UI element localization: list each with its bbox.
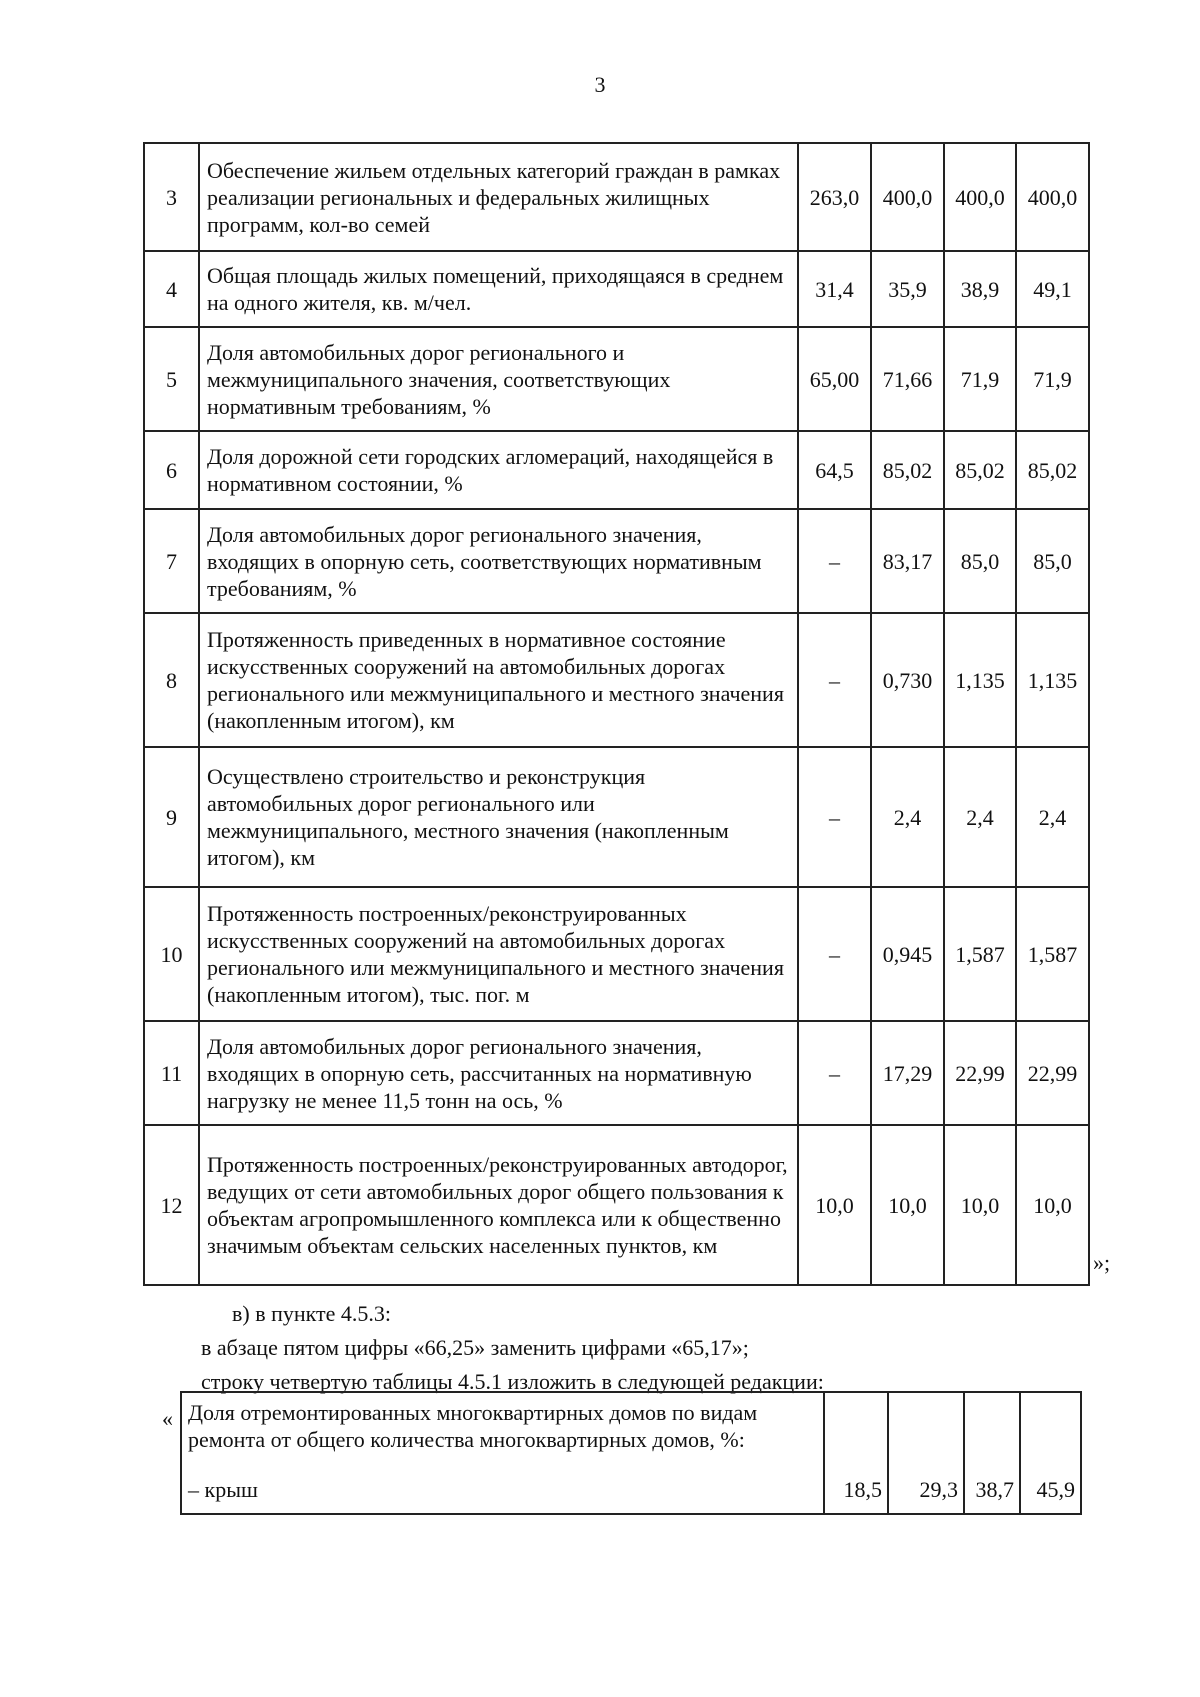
paragraph-item-v: в) в пункте 4.5.3: <box>232 1301 392 1326</box>
row-label: – крыш <box>181 1458 824 1514</box>
row-number: 10 <box>144 887 199 1021</box>
value-cell: 1,135 <box>1016 613 1089 747</box>
row-number: 4 <box>144 251 199 327</box>
value-cell: – <box>798 509 871 613</box>
row-number: 8 <box>144 613 199 747</box>
closing-quote-mark: »; <box>1093 1250 1111 1275</box>
indicators-table <box>143 142 1090 1286</box>
value-cell: 71,9 <box>1016 327 1089 431</box>
row-number: 9 <box>144 747 199 887</box>
value-cell: 17,29 <box>871 1021 944 1125</box>
table-row <box>181 1458 1081 1514</box>
indicator-description: Обеспечение жильем отдельных категорий граждан в рамках реализации региональных и федеральных жилищных программ, кол-во семей <box>199 143 798 251</box>
value-cell: 10,0 <box>798 1125 871 1285</box>
value-cell: 2,4 <box>944 747 1016 887</box>
value-cell: 29,3 <box>888 1458 964 1514</box>
value-cell: 1,135 <box>944 613 1016 747</box>
value-cell: 38,7 <box>964 1458 1020 1514</box>
row-number: 7 <box>144 509 199 613</box>
value-cell: – <box>798 887 871 1021</box>
value-cell: – <box>798 613 871 747</box>
table-row <box>144 747 1089 887</box>
value-cell: 10,0 <box>1016 1125 1089 1285</box>
value-cell: 71,66 <box>871 327 944 431</box>
value-cell: 85,02 <box>944 431 1016 509</box>
value-cell: 10,0 <box>871 1125 944 1285</box>
table-row <box>181 1392 1081 1458</box>
indicator-description: Протяженность построенных/реконструированных автодорог, ведущих от сети автомобильных дорог общего пользования к объектам агропромышленного комплекса или к общественно значимым объектам сельских населенных пунктов, км <box>199 1125 798 1285</box>
value-cell: 0,945 <box>871 887 944 1021</box>
value-cell: – <box>798 1021 871 1125</box>
indicator-description: Протяженность построенных/реконструированных искусственных сооружений на автомобильных дорогах регионального или межмуниципального и местного значения (накопленным итогом), тыс. пог. м <box>199 887 798 1021</box>
table-row <box>144 613 1089 747</box>
value-cell: 400,0 <box>1016 143 1089 251</box>
opening-quote-mark: « <box>162 1406 173 1431</box>
value-cell: 85,0 <box>1016 509 1089 613</box>
value-cell: 2,4 <box>871 747 944 887</box>
table-row <box>144 509 1089 613</box>
value-cell: 2,4 <box>1016 747 1089 887</box>
indicator-description: Доля дорожной сети городских агломераций, находящейся в нормативном состоянии, % <box>199 431 798 509</box>
value-cell: 18,5 <box>824 1458 888 1514</box>
value-cell: 400,0 <box>871 143 944 251</box>
table-row <box>144 327 1089 431</box>
row-number: 11 <box>144 1021 199 1125</box>
table-row <box>144 431 1089 509</box>
table-row <box>144 251 1089 327</box>
row-number: 3 <box>144 143 199 251</box>
indicator-description: Доля автомобильных дорог регионального значения, входящих в опорную сеть, соответствующих нормативным требованиям, % <box>199 509 798 613</box>
value-cell: 10,0 <box>944 1125 1016 1285</box>
table-row <box>144 887 1089 1021</box>
value-cell: 64,5 <box>798 431 871 509</box>
indicator-description: Доля отремонтированных многоквартирных домов по видам ремонта от общего количества многоквартирных домов, %: <box>181 1392 824 1458</box>
value-cell: 1,587 <box>1016 887 1089 1021</box>
value-cell: 263,0 <box>798 143 871 251</box>
value-cell: 71,9 <box>944 327 1016 431</box>
value-cell: 0,730 <box>871 613 944 747</box>
value-cell: 83,17 <box>871 509 944 613</box>
table-row <box>144 143 1089 251</box>
row-number: 12 <box>144 1125 199 1285</box>
indicator-description: Протяженность приведенных в нормативное состояние искусственных сооружений на автомобильных дорогах регионального или межмуниципального и местного значения (накопленным итогом), км <box>199 613 798 747</box>
value-cell: 65,00 <box>798 327 871 431</box>
indicator-description: Общая площадь жилых помещений, приходящаяся в среднем на одного жителя, кв. м/чел. <box>199 251 798 327</box>
value-cell: 1,587 <box>944 887 1016 1021</box>
page-number: 3 <box>594 72 606 97</box>
value-cell: 22,99 <box>1016 1021 1089 1125</box>
value-cell: 400,0 <box>944 143 1016 251</box>
indicator-description: Доля автомобильных дорог регионального и межмуниципального значения, соответствующих нормативным требованиям, % <box>199 327 798 431</box>
value-cell: 49,1 <box>1016 251 1089 327</box>
value-cell: 45,9 <box>1020 1458 1081 1514</box>
indicator-description: Осуществлено строительство и реконструкция автомобильных дорог регионального или межмуниципального, местного значения (накопленным итогом), км <box>199 747 798 887</box>
value-cell: 31,4 <box>798 251 871 327</box>
value-cell: 38,9 <box>944 251 1016 327</box>
paragraph-table-row: строку четвертую таблицы 4.5.1 изложить в следующей редакции: <box>201 1369 824 1394</box>
value-cell: 85,0 <box>944 509 1016 613</box>
value-cell: – <box>798 747 871 887</box>
value-cell: 35,9 <box>871 251 944 327</box>
repair-share-table <box>180 1391 1082 1515</box>
paragraph-amendment: в абзаце пятом цифры «66,25» заменить цифрами «65,17»; <box>201 1335 749 1360</box>
row-number: 5 <box>144 327 199 431</box>
row-number: 6 <box>144 431 199 509</box>
indicator-description: Доля автомобильных дорог регионального значения, входящих в опорную сеть, рассчитанных на нормативную нагрузку не менее 11,5 тонн на ось, % <box>199 1021 798 1125</box>
table-row <box>144 1125 1089 1285</box>
table-row <box>144 1021 1089 1125</box>
value-cell: 85,02 <box>1016 431 1089 509</box>
value-cell: 85,02 <box>871 431 944 509</box>
value-cell: 22,99 <box>944 1021 1016 1125</box>
